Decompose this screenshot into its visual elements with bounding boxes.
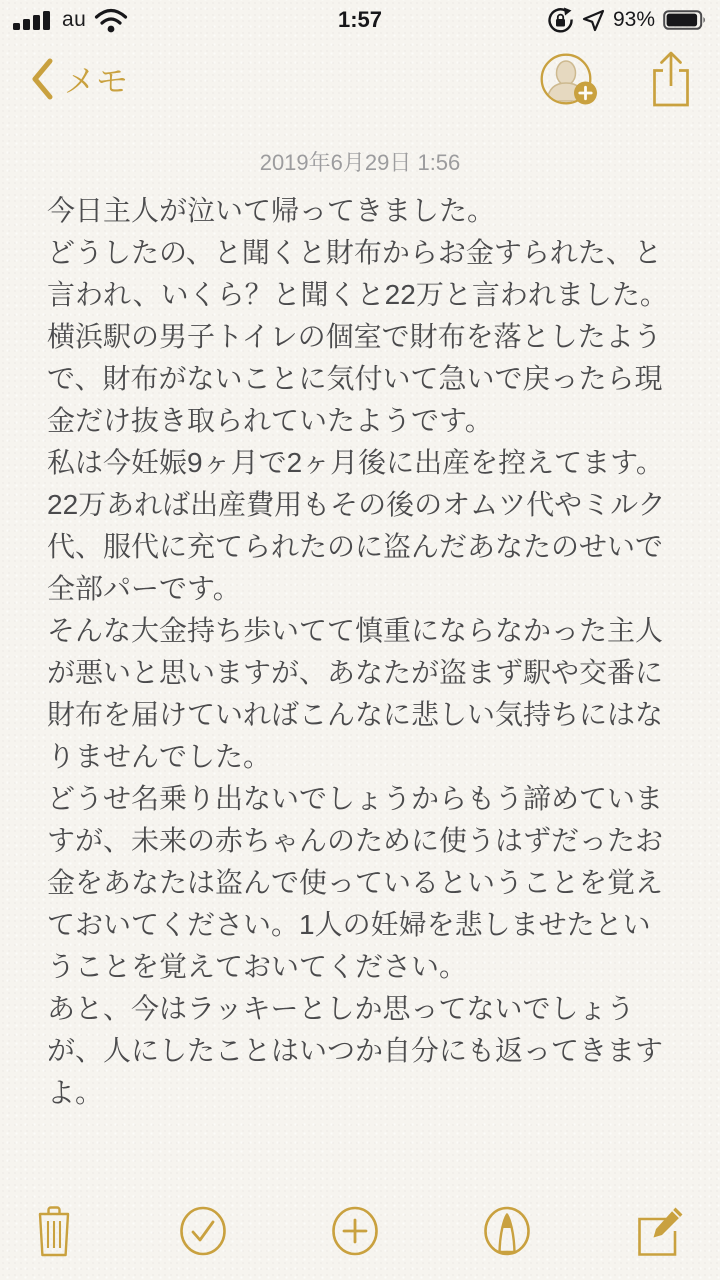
note-paragraph: 横浜駅の男子トイレの個室で財布を落としたようで、財布がないことに気付いて急いで戻ったら現金だけ抜き取られていたようです。 — [47, 321, 663, 436]
status-bar — [0, 0, 720, 40]
cell-signal-icon — [12, 9, 54, 31]
compose-button[interactable] — [635, 1205, 687, 1257]
trash-button[interactable] — [33, 1205, 75, 1257]
share-button[interactable] — [648, 50, 694, 108]
checklist-icon — [179, 1206, 227, 1256]
add-attachment-button[interactable] — [331, 1206, 379, 1256]
note-paragraph: あと、今はラッキーとしか思ってないでしょうが、人にしたことはいつか自分にも返ってきますよ。 — [47, 993, 664, 1108]
note-body — [47, 190, 673, 1114]
battery-icon — [663, 9, 708, 31]
status-bar-left — [12, 8, 128, 33]
note-paragraph: 今日主人が泣いて帰ってきました。 — [47, 195, 496, 226]
add-people-icon — [540, 51, 598, 107]
bottom-toolbar — [0, 1194, 720, 1280]
nav-bar — [0, 40, 720, 118]
note-paragraph: どうせ名乗り出ないでしょうからもう諦めていますが、未来の赤ちゃんのために使うはずだったお金をあなたは盗んで使っているということを覚えておいてください。1人の妊婦を悲しませたということを覚えておいてください。 — [47, 783, 664, 982]
rotation-lock-icon — [547, 7, 574, 34]
back-button[interactable] — [30, 56, 128, 102]
status-bar-right — [547, 7, 708, 34]
note-paragraph: 22万あれば出産費用もその後のオムツ代やミルク代、服代に充てられたのに盗んだあなたのせいで全部パーです。 — [47, 489, 666, 604]
nav-actions — [540, 50, 694, 108]
compose-icon — [635, 1205, 687, 1257]
note-paragraph: そんな大金持ち歩いてて慎重にならなかった主人が悪いと思いますが、あなたが盗まず駅や交番に財布を届けていればこんなに悲しい気持ちにはなりませんでした。 — [47, 615, 664, 772]
location-icon — [582, 9, 605, 32]
chevron-left-icon — [30, 57, 54, 101]
share-icon — [648, 50, 694, 108]
trash-icon — [33, 1205, 75, 1257]
add-people-button[interactable] — [540, 51, 598, 107]
add-attachment-icon — [331, 1206, 379, 1256]
note-date: 2019年6月29日 1:56 — [259, 150, 461, 175]
status-time: 1:57 — [337, 7, 383, 32]
markup-icon — [483, 1206, 531, 1256]
wifi-icon — [94, 8, 128, 33]
markup-button[interactable] — [483, 1206, 531, 1256]
battery-percent: 93% — [612, 8, 655, 31]
checklist-button[interactable] — [179, 1206, 227, 1256]
back-label: メモ — [64, 63, 129, 99]
note-paragraph: 私は今妊娠9ヶ月で2ヶ月後に出産を控えてます。 — [47, 447, 664, 478]
carrier-label: au — [62, 8, 87, 31]
note-content[interactable] — [0, 148, 720, 1114]
note-paragraph: どうしたの、と聞くと財布からお金すられた、と言われ、いくら？と聞くと22万と言われました。 — [47, 237, 668, 310]
